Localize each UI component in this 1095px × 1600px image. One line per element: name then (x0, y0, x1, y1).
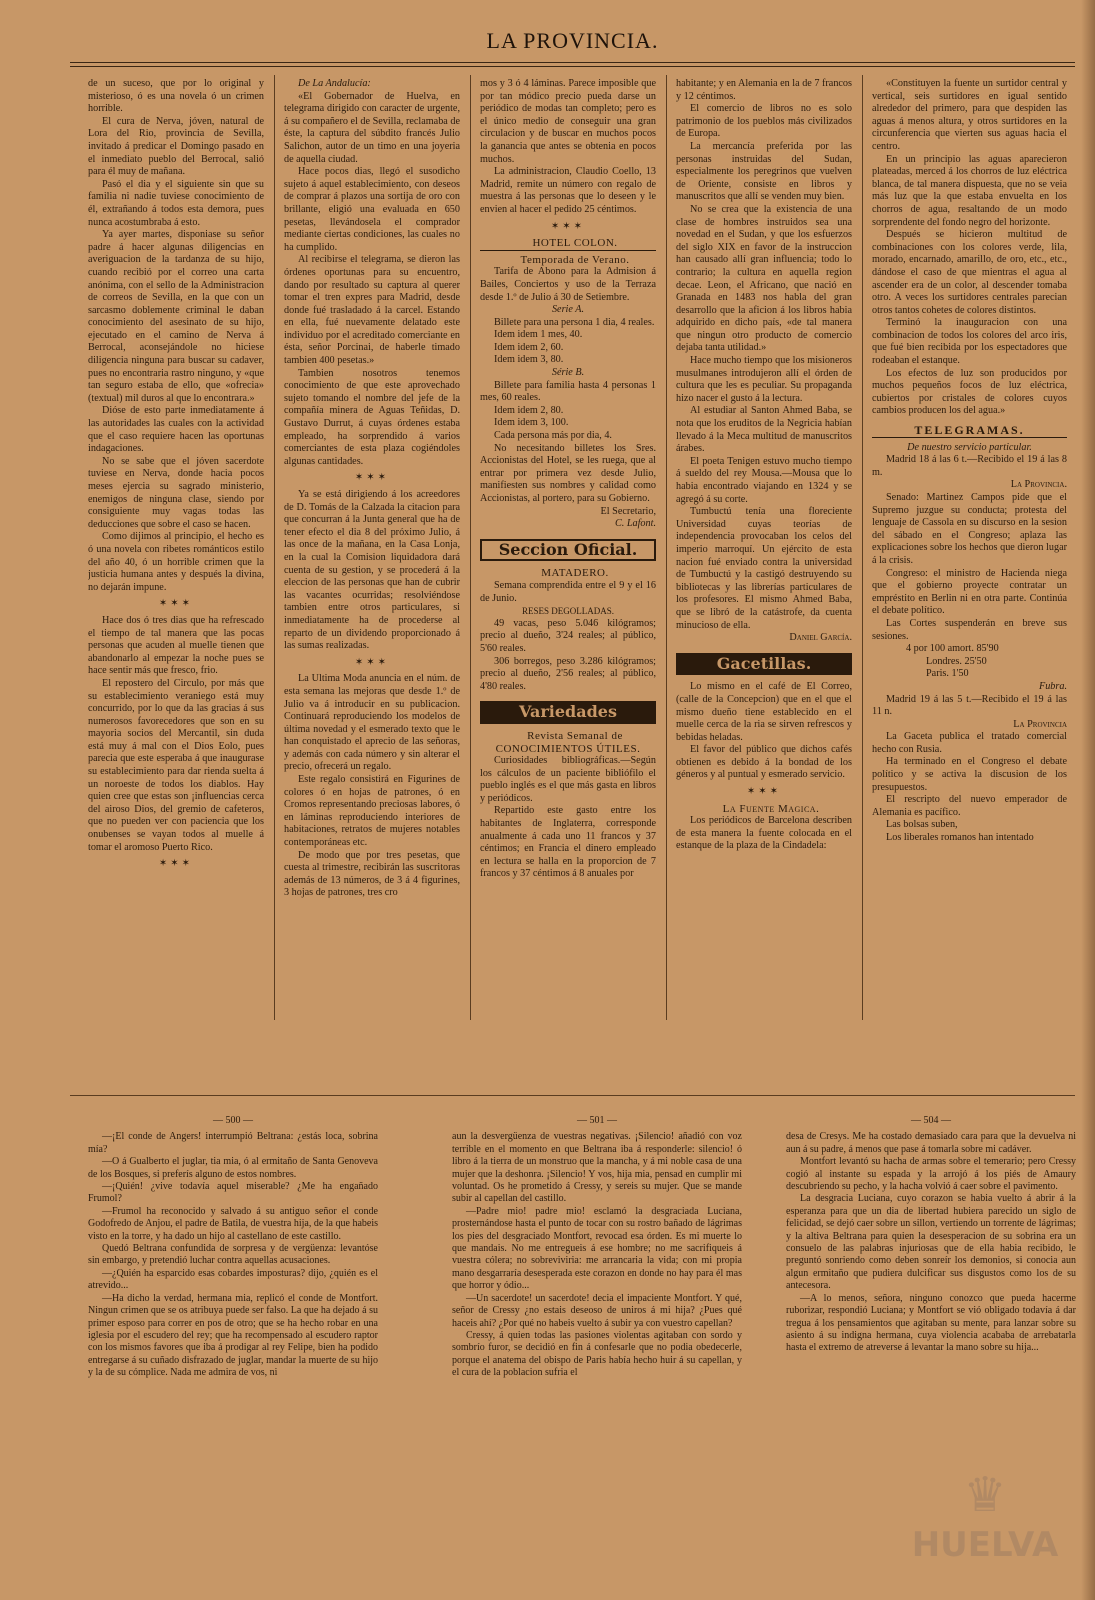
col3-paragraph: mos y 3 ó 4 láminas. Parece imposible que por tan módico precio pueda darse un periódico de modas tan completo; pero es el único medio de conseguir una gran circulacion y de buscar en muchos pocos la ganancia que antes se obtenia en pocos muchos. (480, 78, 656, 165)
col5-paragraph: Después se hicieron multitud de combinaciones con los colores verde, lila, morado, encarnado, amarillo, de oro, etc., etc., dándose el caso de que mientras el agua al ascender era de un color, al descender tomaba otro. A veces los surtidores centrales parecian otros tantos cohetes de colores distintos. (872, 229, 1067, 316)
column-rule (666, 75, 667, 1020)
col4-paragraph: No se crea que la existencia de una clase de hombres instruidos sea una novedad en el Sudan, y que los esfuerzos del siglo XIX en favor de la instruccion han causado allí gran influencia; todo lo contrario; la cultura en aquella region decae. Leon, el Africano, que nació en Granada en 1483 nos habla del gran desarrollo que la aficion á los libros habia adquirido en dicho país, «de tal manera que ningun otro producto de comercio dejaba tanta utilidad.» (676, 203, 852, 354)
column-5 (872, 78, 1067, 1018)
hotel-line: Billete para una persona 1 dia, 4 reales. (494, 316, 655, 328)
folio-number: — 500 — (213, 1115, 253, 1126)
telegramas-heading: TELEGRAMAS. (872, 424, 1067, 438)
seccion-oficial-heading: Seccion Oficial. (480, 539, 656, 562)
matadero-line: Semana comprendida entre el 9 y el 16 de Junio. (480, 579, 656, 604)
col2-paragraph: Hace pocos dias, llegó el susodicho sujeto á aquel establecimiento, con deseos de comprar á plazos una sortija de oro con brillante, eligió una evaluada en 650 pesetas, llevándosela el comprador mediante ciertas condiciones, las cuales no ha cumplido. (284, 166, 460, 253)
col3-paragraph: La administracion, Claudio Coello, 13 Madrid, remite un número con regalo de muestra á las personas que lo deseen y le envien al hacer el pedido 25 céntimos. (480, 166, 656, 215)
revista-paragraph: Repartido este gasto entre los habitantes de Inglaterra, corresponde anualmente á cada uno 11 francos y 37 céntimos; en Francia el dinero empleado en lectura se halla en la proporcion de 7 francos y 37 céntimos á 8 anuales por (480, 805, 656, 880)
quote-line: Paris. 1'50 (926, 668, 969, 680)
folio-paragraph: —¡El conde de Angers! interrumpió Beltrana: ¿estás loca, sobrina mía? (88, 1131, 378, 1155)
telegram-line: Ha terminado en el Congreso el debate político y se activa la discusion de los presupuestos. (872, 756, 1067, 793)
column-1 (88, 78, 264, 1018)
folio-paragraph: aun la desvergüenza de vuestras negativas. ¡Silencio! añadió con voz terrible en el momento en que Beltrana iba á responderle: silencio! ó libro á la tierra de un monstruo que la mancha, y á mi noble casa de una mujer que la deshonra. ¡Silencio! Y vos, hija mia, pensad en cumplir mi voluntad. Os he prometido á Cressy, y sereis su mujer. Que se mande subir al capellan del castillo. (452, 1131, 742, 1205)
col4-paragraph: Hace mucho tiempo que los misioneros musulmanes introdujeron allí el órden de cultura que les es peculiar. Su propaganda hizo nacer el gusto á la lectura. (676, 355, 852, 404)
matadero-line: 306 borregos, peso 3.286 kilógramos; precio al dueño, 2'56 reales; al público, 4'80 reales. (480, 655, 656, 692)
column-rule (274, 75, 275, 1020)
hotel-title: HOTEL COLON. (532, 237, 618, 250)
hotel-line: Serie A. (551, 304, 585, 316)
col2-paragraph: Este regalo consistirá en Figurines de colores ó en hojas de patrones, ó en Cromos representando preciosas labores, ó en láminas reproduciendo interiores de habitaciones, retratos de mujeres notables contemporáneas etc. (284, 774, 460, 849)
telegram-line: Senado: Martinez Campos pide que el Supremo juzgue su conducta; protesta del lenguaje de Cassola en su discurso en la sesion del sábado en el Congreso; aplaza las explicaciones sobre los hechos que dieron lugar á la crisis. (872, 492, 1067, 566)
folio-paragraph: Montfort levantó su hacha de armas sobre el temerario; pero Cressy cogió al instante su espada y la arrojó á los piés de Amaury descubriendo su pecho, y la hacha volvió á caer sobre el pavimento. (786, 1156, 1076, 1193)
folio-paragraph: —O á Gualberto el juglar, tia mia, ó al ermitaño de Santa Genoveva de los Bosques, si preferís alguno de estos nombres. (88, 1156, 378, 1180)
hotel-line: Tarifa de Abono para la Admision á Bailes, Conciertos y uso de la Terraza desde 1.º de Julio á 30 de Setiembre. (480, 266, 656, 303)
telegram-header: Madrid 19 á las 5 t.—Recibido el 19 á las 11 n. (872, 693, 1067, 718)
hotel-subtitle: Temporada de Verano. (480, 250, 656, 267)
col4-paragraph: El comercio de libros no es solo patrimonio de los pueblos más civilizados de Europa. (676, 103, 852, 140)
col4-paragraph: habitante; y en Alemania en la de 7 francos y 12 céntimos. (676, 78, 852, 102)
hotel-line: Idem idem 3, 100. (494, 417, 569, 429)
hotel-signature-name: C. Lafont. (614, 518, 656, 530)
col1-paragraph: Pasó el dia y el siguiente sin que su familia ni nadie tuviese conocimiento de él, extrañando á todos esta demora, pues nunca acostumbraba á esto. (88, 178, 264, 228)
col4-signature: Daniel García. (789, 632, 852, 644)
col1-paragraph: Como dijimos al principio, el hecho es ó una novela con ribetes románticos estilo del año 40, ó un horrible crimen que la justicia humana antes y después la divina, no dejarán impune. (88, 531, 264, 593)
col4-paragraph: La mercancía preferida por las personas instruidas del Sudan, especialmente los peregrinos que vuelven de Oriente, consiste en libros y manuscritos que allí se venden muy bien. (676, 140, 852, 203)
quote-line: 4 por 100 amort. 85'90 (906, 643, 999, 655)
asterism-divider: ✶✶✶ (158, 858, 194, 870)
matadero-title: MATADERO. (541, 567, 609, 580)
telegram-line: Congreso: el ministro de Hacienda niega que el gobierno proyecte contratar un empréstito en Berlin ni en otra parte. Continúa el debate político. (872, 567, 1067, 617)
telegram-line: El rescripto del nuevo emperador de Alemania es pacífico. (872, 794, 1067, 818)
col2-paragraph: Ya se está dirigiendo á los acreedores de D. Tomás de la Calzada la citacion para que concurran á la Junta general que ha de tener efecto el dia 8 del próximo Julio, á las once de la mañana, en la Casa Lonja, en la cual la Comision liquidadora dará cuenta de su gestion, y se procederá á la eleccion de las personas que han de cubrir las vacantes ocurridas; resolviéndose tambien entre otros particulares, si inmediatamente ha de procederse al reparto de un dividendo proporcionado á las sumas realizadas. (284, 489, 460, 652)
folio-paragraph: desa de Cresys. Me ha costado demasiado cara para que la devuelva ni aun á su padre, á menos que pase á tomarla sobre mi cadáver. (786, 1131, 1076, 1155)
hotel-line: Idem idem 1 mes, 40. (494, 329, 583, 341)
telegram-line: Las bolsas suben, (886, 819, 958, 831)
watermark-text: HUELVA (911, 1525, 1059, 1565)
col2-paragraph: Al recibirse el telegrama, se dieron las órdenes oportunas para su encuentro, dando por resultado su captura al querer tomar el tren expres para Madrid, desde donde fué trasladado á la carcel. Estando en ella, fué nuevamente delatado este individuo por el acreditado comerciante en ésta, señor Porcinai, de haberle timado tambien 400 pesetas.» (284, 254, 460, 367)
folio-paragraph: —A lo menos, señora, ninguno conozco que pueda hacerme ruborizar, respondió Luciana; y Montfort se vió obligado todavía á dar tregua á los pensamientos que agitaban su mente, para lanzar sobre su asiento á su indigna hermana, cuya violencia acababa de arrebatarla hasta el extremo de atreverse á levantar la mano sobre su hija... (786, 1292, 1076, 1354)
col1-paragraph: El cura de Nerva, jóven, natural de Lora del Rio, provincia de Sevilla, invitado á predicar el Domingo pasado en el inmediato pueblo del Berrocal, salió para él muy de mañana. (88, 115, 264, 178)
column-2 (284, 78, 460, 1018)
asterism-divider: ✶✶✶ (158, 598, 194, 610)
col1-paragraph: Dióse de esto parte inmediatamente á las autoridades las cuales con la actividad que el caso requiere hacen las oportunas indagaciones. (88, 405, 264, 455)
gacetillas-paragraph: El favor del público que dichos cafés obtienen es debido á la bondad de los géneros y al puntual y esmerado servicio. (676, 744, 852, 781)
col2-paragraph: De modo que por tres pesetas, que cuesta al trimestre, recibirán las suscritoras además de 13 números, de 3 á 4 figurines, 3 hojas de patrones, tres cro (284, 849, 460, 899)
folio-paragraph: —Un sacerdote! un sacerdote! decia el impaciente Montfort. Y qué, señor de Cressy ¿no estais deseoso de uniros á mi hija? ¿Pues qué haceis ahí? ¿Por qué no habeis vuelto á subir ya con vuestro capellan? (452, 1292, 742, 1329)
folio-paragraph: Quedó Beltrana confundida de sorpresa y de vergüenza: levantóse sin embargo, y pretendió luchar contra aquellas acusaciones. (88, 1243, 378, 1267)
asterism-divider: ✶✶✶ (746, 786, 782, 798)
telegram-recipient: La Provincia. (1010, 479, 1067, 491)
telegram-line: Los liberales romanos han intentado (886, 832, 1034, 844)
hotel-signature-title: El Secretario, (600, 505, 656, 517)
asterism-divider: ✶✶✶ (550, 220, 586, 232)
telegram-line: La Gaceta publica el tratado comercial hecho con Rusia. (872, 731, 1067, 755)
folio-paragraph: Cressy, á quien todas las pasiones violentas agitaban con sordo y sombrío furor, se decidió en fin á confesarle que no podia obedecerle, porque el anatema del obispo de Paris había hecho huir á su capellan, y el cura de la poblacion sufria el (452, 1329, 742, 1379)
fuente-magica-title: La Fuente Magica. (722, 802, 820, 815)
column-4 (676, 78, 852, 1018)
col2-paragraph: Tambien nosotros tenemos conocimiento de que este aprovechado sujeto tomando el nombre del jefe de la compañía minera de Aguas Teñidas, D. Gustavo Durrut, á cuyas órdenes estaba empleado, ha sorprendido á varios comerciantes de esta plaza cogiéndoles algunas cantidades. (284, 367, 460, 467)
column-3 (480, 78, 656, 1018)
hotel-line: Idem idem 2, 60. (494, 341, 564, 353)
matadero-line: RESES DEGOLLADAS. (521, 606, 614, 617)
telegram-recipient: La Provincia (1013, 718, 1067, 730)
revista-title: Revista Semanal de CONOCIMIENTOS ÚTILES. (495, 729, 641, 755)
folletin-page-500 (88, 1115, 378, 1555)
col5-paragraph: En un principio las aguas aparecieron plateadas, merced á los chorros de luz eléctrica blanca, de tal manera dispuesta, que no se veia más luz que la que estaba envuelta en los chorros de agua, resaltando de un modo sorprendente del fondo negro del horizonte. (872, 153, 1067, 228)
revista-paragraph: Curiosidades bibliográficas.—Según los cálculos de un paciente bibliófilo el pueblo inglés es el que más gasta en libros y periódicos. (480, 755, 656, 804)
matadero-line: 49 vacas, peso 5.046 kilógramos; precio al dueño, 3'24 reales; al público, 5'60 reales. (480, 617, 656, 654)
telegram-header: Madrid 18 á las 6 t.—Recibido el 19 á las 8 m. (872, 454, 1067, 478)
quote-line: Londres. 25'50 (926, 655, 987, 667)
folio-paragraph: —Ha dicho la verdad, hermana mia, replicó el conde de Montfort. Ningun crimen que se os atribuya puede ser falso. La que ha dejado á su primer esposo para correr en pos de otro; que se ha hecho robar en una iglesia por el escudero del rey; que ha recompensado al escudero raptor con los mismos favores que iba á prodigar al rey Felipe, bien ha podido entregarse á su cuñado disfrazado de juglar, mandar la muerte de su hijo y la de su cómplice. Nada me admira de vos, ni (88, 1292, 378, 1379)
folio-paragraph: La desgracia Luciana, cuyo corazon se habia vuelto á abrir á la esperanza para que un dia de libertad hubiera parecido un siglo de felicidad, se dejó caer sobre un sillon, vertiendo un torrente de lágrimas; y la altiva Beltrana para quien la desesperacion de su sobrina era un consuelo de las palabras injuriosas que de ella habia recibido, le preguntó sonriendo como deben sonreír los demonios, si conocia aun algun ermitaño que pudiera dulcificar sus disgustos como los de su antecesora. (786, 1193, 1076, 1292)
folio-number: — 504 — (911, 1115, 951, 1126)
folio-paragraph: —Padre mio! padre mio! esclamó la desgraciada Luciana, prosternándose hasta el punto de tocar con su rostro bañado de lágrimas los pies del desgraciado Montfort, revocad esa órden. Es mi muerte lo que mandais. No me entregueis á ese hombre; no me sacrifiqueis á vuestra cólera; no sobreviviria: me arrancaria la vida; con mi propia mano desgarraría desesperada este corazon en donde no hay para él mas que horror y ódio... (452, 1205, 742, 1292)
col5-paragraph: Los efectos de luz son producidos por muchos pequeños focos de luz eléctrica, cubiertos por cristales de colores cuyos cambios producen los del agua.» (872, 367, 1067, 417)
col1-paragraph: No se sabe que el jóven sacerdote tuviese en Nerva, donde hacia pocos meses ejercia su sagrado ministerio, enemigos de ninguna clase, siendo por consiguiente muy vagas todas las deducciones que sobre el caso se hacen. (88, 455, 264, 530)
masthead-rule (70, 62, 1075, 63)
folio-paragraph: —¡Quién! ¿vive todavía aquel miserable? ¿Me ha engañado Frumol? (88, 1181, 378, 1205)
hotel-line: Billete para familia hasta 4 personas 1 mes, 60 reales. (480, 379, 656, 404)
telegram-line: Las Cortes suspenderán en breve sus sesiones. (872, 617, 1067, 642)
hotel-line: Série B. (551, 367, 585, 379)
gacetillas-heading: Gacetillas. (676, 653, 852, 676)
hotel-line: No necesitando billetes los Sres. Accionistas del Hotel, se les ruega, que al entrar por primera vez desde Julio, manifiesten sus nombres y calidad como Accionistas, al portero, para su Gobierno. (480, 442, 656, 504)
masthead-title: LA PROVINCIA. (486, 28, 659, 53)
col2-paragraph: De La Andalucía: (298, 78, 371, 89)
col5-paragraph: Terminó la inauguracion con una combinacion de todos los colores del arco iris, que fué bien recibida por los espectadores que rodeaban el estanque. (872, 317, 1067, 367)
col1-paragraph: Hace dos ó tres dias que ha refrescado el tiempo de tal manera que las pocas personas que acuden al muelle tienen que abandonarlo al empezar la noche pues se hace sentir más que fresco, frio. (88, 614, 264, 677)
gacetillas-paragraph: Lo mismo en el café de El Correo, (calle de la Concepcion) que en el que el mismo dueño tiene establecido en el muelle cerca de la ria se sirven refrescos y bebidas heladas. (676, 681, 852, 743)
col4-paragraph: Tumbuctú tenía una floreciente Universidad cuyas teorías de independencia provocaban los celos del imperio marroquí. Un ejército de esta nacion fué enviado contra la universidad de Tumbuctú y la castigó destruyendo su bibliotecas y las librerías particulares de los profesores. El mismo Ahmed Baba, que se libró de la catástrofe, da cuenta minucioso de ella. (676, 506, 852, 631)
col2-paragraph: La Ultima Moda anuncia en el núm. de esta semana las mejoras que desde 1.º de Julio va á introducir en su publicacion. Continuará reproduciendo los modelos de última novedad y el esmerado texto que le han conquistado el aprecio de las señoras, y además con cada número y sin alterar el precio, ofrecerá un regalo. (284, 673, 460, 773)
variedades-heading: Variedades (480, 701, 656, 724)
asterism-divider: ✶✶✶ (354, 656, 390, 668)
archive-watermark (905, 1465, 1065, 1585)
fuente-paragraph: Los periódicos de Barcelona describen de esta manera la fuente colocada en el estanque de la plaza de la Cindadela: (676, 815, 852, 852)
col2-paragraph: «El Gobernador de Huelva, en telegrama dirigido con caracter de urgente, á su compañero el de Sevilla, reclamaba de éste, la captura del súbdito francés Julio Salichon, autor de un timo en una joyeria de aquella ciudad. (284, 90, 460, 165)
folio-paragraph: —Frumol ha reconocido y salvado á su antiguo señor el conde Godofredo de Anjou, el padre de Batila, de vuestra hija, de la que habeis visto en la torre, y ha dado un hijo al castellano de este castillo. (88, 1205, 378, 1242)
folio-number: — 501 — (577, 1115, 617, 1126)
hotel-line: Idem idem 3, 80. (494, 354, 564, 366)
col1-paragraph: de un suceso, que por lo original y misterioso, ó es una novela ó un crimen horrible. (88, 78, 264, 115)
folio-paragraph: —¿Quién ha esparcido esas cobardes imposturas? dijo, ¿quién es el atrevido... (88, 1267, 378, 1292)
column-rule (470, 75, 471, 1020)
hotel-line: Idem idem 2, 80. (494, 404, 564, 416)
masthead-rule-2 (70, 66, 1075, 67)
col1-paragraph: El repostero del Circulo, por más que su establecimiento veraniego está muy concurrido, por lo que da las gracias á sus numerosos favorecedores que son en su mayoria socios del Mercantil, sin duda está muy á mal con el Dios Eolo, pues parecia que este esperaba á que inaugurase su establecimiento para dar rienda suelta á un noroeste de todos los diablos. Hay quien cree que estas son ¡influencias cerca del airoso Dios, del gremio de cafeteros, que no pueden ver con paciencia que los onubenses se vayan todos al muelle á tomar el aromoso Puerto Rico. (88, 677, 264, 853)
col4-paragraph: El poeta Tenigen estuvo mucho tiempo á sueldo del rey Mousa.—Mousa que lo habia encontrado viajando en 1324 y se agregó á su corte. (676, 455, 852, 505)
quote-signature: Fubra. (1038, 680, 1067, 692)
column-rule (862, 75, 863, 1020)
col4-paragraph: Al estudiar al Santon Ahmed Baba, se nota que los eruditos de la Negricia habían llevado á la Meca multitud de manuscritos árabes. (676, 405, 852, 455)
col1-paragraph: Ya ayer martes, disponiase su señor padre á hacer algunas diligencias en averiguacion de la tardanza de su hijo, cuando recibió por el correo una carta anónima, con el sello de la Administracion de correos de Sevilla, en la que con un sarcasmo doblemente criminal le daban conocimiento del asesinato de su hijo, ejecutado en el camino de Nerva á Berrocal, aconsejándole no hiciese diligencia ninguna para buscar su cadaver, pues no encontraria rastro ninguno, y «que tan seguro estaba de ello, que «ofrecia» (textual) mil duros al que lo encontrara.» (88, 229, 264, 404)
folletin-page-501 (452, 1115, 742, 1555)
col5-paragraph: «Constituyen la fuente un surtidor central y vertical, seis surtidores en igual sentido alrededor del primero, para que despiden las aguas á menos altura, y otros surtidores en la circunferencia que vierten sus aguas hacia el centro. (872, 78, 1067, 152)
asterism-divider: ✶✶✶ (354, 472, 390, 484)
hotel-line: Cada persona más por dia, 4. (494, 430, 612, 442)
crown-icon: ♛ (963, 1467, 1007, 1523)
telegramas-subtitle: De nuestro servicio particular. (907, 441, 1032, 453)
folletin-separator (70, 1095, 1075, 1096)
page-edge-shadow (1081, 0, 1095, 1600)
